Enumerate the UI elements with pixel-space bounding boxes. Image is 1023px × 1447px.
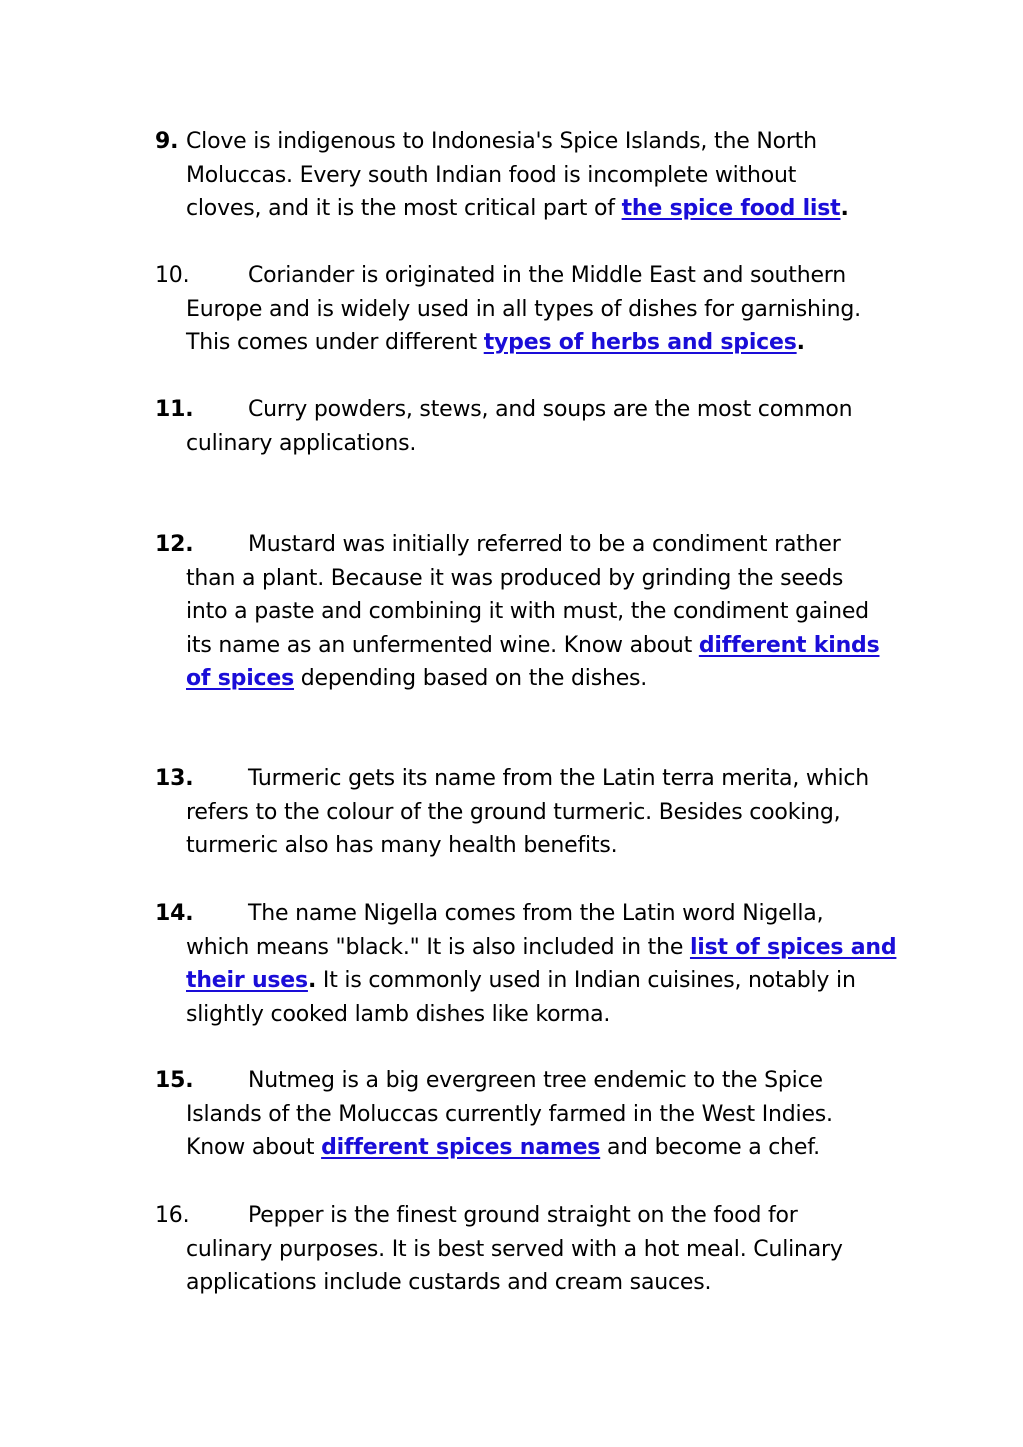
item-text: It is commonly used in Indian cuisines, notably in <box>316 968 856 993</box>
list-item-9 <box>155 125 900 226</box>
item-number: 10. <box>155 263 190 288</box>
item-number: 15. <box>155 1068 194 1093</box>
item-text: and become a chef. <box>600 1135 820 1160</box>
item-text: refers to the colour of the ground turmeric. Besides cooking, <box>186 799 841 825</box>
item-number: 13. <box>155 766 194 791</box>
item-text: . <box>796 330 805 355</box>
item-text: into a paste and combining it with must, the condiment gained <box>186 599 869 624</box>
item-text: culinary purposes. It is best served with a hot meal. Culinary <box>186 1236 843 1262</box>
item-text: culinary applications. <box>186 430 417 456</box>
item-number: 16. <box>155 1203 190 1228</box>
list-of-spices-link[interactable]: list of spices and <box>689 934 897 960</box>
item-text: Know about <box>186 1135 322 1160</box>
item-text: Nutmeg is a big evergreen tree endemic to the Spice <box>248 1068 823 1093</box>
list-item-15 <box>155 1064 900 1165</box>
list-item-13 <box>155 762 900 863</box>
item-text: applications include custards and cream sauces. <box>186 1270 712 1295</box>
item-text: Coriander is originated in the Middle East and southern <box>248 263 846 288</box>
list-item-12 <box>155 528 900 696</box>
item-text: The name Nigella comes from the Latin word Nigella, <box>248 901 824 926</box>
item-text: its name as an unfermented wine. Know about <box>186 632 699 658</box>
list-item-16 <box>155 1199 900 1300</box>
item-text: than a plant. Because it was produced by grinding the seeds <box>186 565 844 591</box>
herbs-and-spices-link[interactable]: types of herbs and spices <box>483 330 797 355</box>
item-text: which means "black." It is also included in the <box>186 934 690 960</box>
list-of-spices-link-cont[interactable]: their uses <box>186 968 308 993</box>
item-text: depending based on the dishes. <box>294 666 648 691</box>
list-item-14 <box>155 897 900 1031</box>
item-number: 14. <box>155 901 194 926</box>
item-text: Islands of the Moluccas currently farmed in the West Indies. <box>186 1101 833 1127</box>
item-text: Turmeric gets its name from the Latin terra merita, which <box>248 766 870 791</box>
item-text: Curry powders, stews, and soups are the most common <box>248 397 853 422</box>
item-number: 11. <box>155 397 194 422</box>
item-text: This comes under different <box>186 330 484 355</box>
item-text: Mustard was initially referred to be a condiment rather <box>248 532 841 557</box>
item-text: cloves, and it is the most critical part of <box>186 196 622 221</box>
item-number: 12. <box>155 532 194 557</box>
list-item-10 <box>155 259 900 360</box>
different-kinds-of-spices-link-cont[interactable]: of spices <box>186 666 294 691</box>
item-number: 9. <box>155 129 179 154</box>
item-text: turmeric also has many health benefits. <box>186 833 618 858</box>
spice-food-list-link[interactable]: the spice food list <box>621 196 841 221</box>
item-text: Europe and is widely used in all types of dishes for garnishing. <box>186 296 861 322</box>
different-kinds-of-spices-link[interactable]: different kinds <box>698 632 880 658</box>
item-text: Pepper is the finest ground straight on the food for <box>248 1203 798 1228</box>
item-text: Moluccas. Every south Indian food is incomplete without <box>186 162 797 188</box>
item-text: slightly cooked lamb dishes like korma. <box>186 1001 611 1027</box>
item-text: Clove is indigenous to Indonesia's Spice Islands, the North <box>186 129 817 154</box>
list-item-11 <box>155 393 900 460</box>
item-text: . <box>840 196 849 221</box>
item-text: . <box>307 968 317 993</box>
different-spices-names-link[interactable]: different spices names <box>321 1135 601 1160</box>
